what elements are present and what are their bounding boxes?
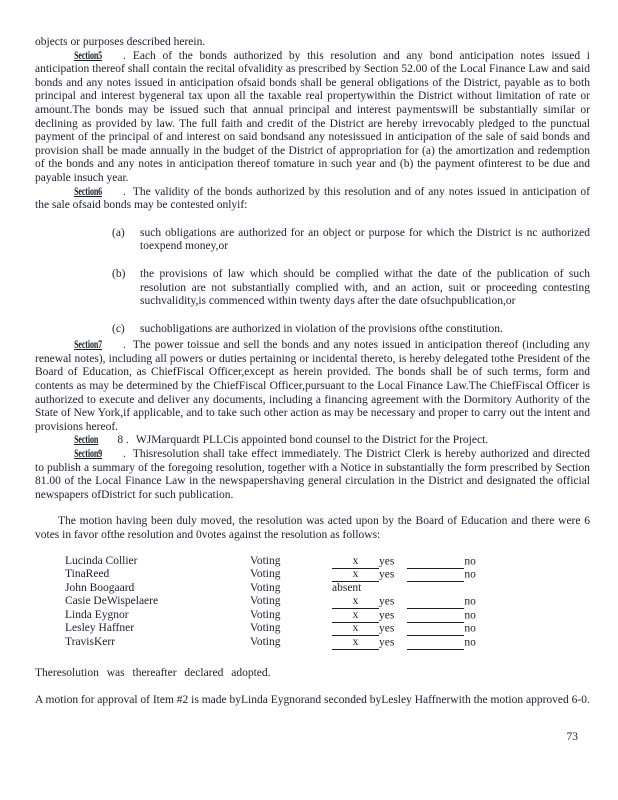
section-8-text: WJMarquardt PLLCis appointed bond counsel to the District for the Project. <box>135 434 489 447</box>
yes-blank-line <box>332 555 379 569</box>
voting-table <box>35 555 590 650</box>
no-blank-line <box>407 568 464 582</box>
voting-label: Voting <box>250 622 281 635</box>
section-9-label: Section9 <box>74 448 103 461</box>
vote-result <box>332 555 590 569</box>
section-6-text: The validity of the bonds authorized by this resolution and of any notes issued in anticipation of the sale ofsaid bonds may be contested onlyif: <box>35 185 590 212</box>
page-number: 73 <box>566 731 578 743</box>
no-label: no <box>464 595 476 608</box>
clause-b <box>112 268 590 309</box>
yes-label: yes <box>379 609 395 621</box>
yes-label: yes <box>379 595 395 608</box>
yes-blank-line <box>332 568 379 582</box>
voter-name: Casie DeWispelaere <box>65 595 159 608</box>
vote-x-mark: x <box>352 622 359 635</box>
clause-c <box>112 323 590 337</box>
voter-name: TinaReed <box>65 568 110 581</box>
vote-row <box>65 636 590 650</box>
yes-blank-line <box>332 636 379 650</box>
clause-a <box>112 227 590 254</box>
voter-name: Lesley Haffner <box>65 622 135 635</box>
voting-label: Voting <box>250 635 281 648</box>
yes-label: yes <box>379 636 395 648</box>
clause-a-label: (a) <box>112 226 125 239</box>
voting-label: Voting <box>250 581 281 594</box>
section-9-text: Thisresolution shall take effect immediately. The District Clerk is hereby authorized and directed to publish a summary of the foregoing resolution, together with a Notice in substantially the form prescribed by Section 81.00 of the Local Finance Law in the newspapershaving general circulation in the District and designated the official newspapers ofDistrict for such publication. <box>35 448 590 501</box>
clause-c-text: suchobligations are authorized in violation of the provisions ofthe constitution. <box>140 322 503 335</box>
section-6-label: Section6 <box>74 185 103 198</box>
clause-b-label: (b) <box>112 267 126 280</box>
voter-name: Lucinda Collier <box>65 554 138 567</box>
vote-result <box>332 609 590 623</box>
voting-label: Voting <box>250 568 281 581</box>
no-label: no <box>464 568 476 581</box>
vote-row <box>65 555 590 569</box>
section-6-separator: . <box>122 185 126 198</box>
closing-paragraph: A motion for approval of Item #2 is made byLinda Eygnorand seconded byLesley Haffnerwith the motion approved 6-0. <box>35 693 590 706</box>
clause-b-text: the provisions of law which should be complied withat the date of the publication of such resolution are not substantially complied with, and an action, suit or proceeding contesting suchvalidity,is commenced within twenty days after the date ofsuchpublication,or <box>140 267 590 308</box>
voter-name: TravisKerr <box>65 635 116 648</box>
yes-label: yes <box>379 622 395 635</box>
section-8-separator: 8 . <box>117 434 129 447</box>
adopted-line: Theresolution was thereafter declared adopted. <box>35 667 271 680</box>
no-blank-line <box>407 636 464 650</box>
vote-result <box>332 622 590 636</box>
section-8-paragraph <box>35 434 590 448</box>
vote-x-mark: x <box>352 568 359 581</box>
vote-row <box>65 622 590 636</box>
voting-label: Voting <box>250 595 281 608</box>
vote-row <box>65 595 590 609</box>
no-blank-line <box>407 622 464 636</box>
section-7-paragraph <box>35 339 590 434</box>
voter-name: Linda Eygnor <box>65 608 129 621</box>
no-label: no <box>464 555 476 567</box>
clause-c-label: (c) <box>112 322 125 335</box>
section-8-label: Section <box>74 434 99 447</box>
yes-label: yes <box>379 555 395 567</box>
motion-paragraph: The motion having been duly moved, the resolution was acted upon by the Board of Education and there were 6 votes in favor ofthe resolution and 0votes against the resolution as follows: <box>35 515 590 541</box>
section-5-paragraph <box>35 50 590 186</box>
vote-result <box>332 568 590 582</box>
section-5-text: Each of the bonds authorized by this resolution and any bond anticipation notes issued i anticipation thereof shall contain the recital ofvalidity as prescribed by Section 52.00 of the Local Finance Law and said bonds and any notes issued in anticipation ofsaid bonds shall be general obligations of the District, payable as to both principal and interest bygeneral tax upon all the taxable real propertywithin the District without limitation of rate or amount.The bonds may be issued such that annual principal and interest paymentswill be substantially similar or declining as provided by law. The full faith and credit of the District are hereby irrevocably pledged to the punctual payment of the principal of and interest on said bondsand any notesissued in anticipation of the sale of said bonds and provision shall be made annually in the budget of the District of appropriation for (a) the amortization and redemption of the bonds and any notes in anticipation thereof tomature in such year and (b) the payment ofinterest to be due and payable insuch year. <box>35 49 590 184</box>
no-blank-line <box>407 609 464 623</box>
vote-result <box>332 595 590 609</box>
section-7-label: Section7 <box>74 339 103 352</box>
voting-label: Voting <box>250 554 281 567</box>
section-9-paragraph <box>35 448 590 502</box>
yes-blank-line <box>332 595 379 609</box>
vote-row <box>65 609 590 623</box>
vote-result <box>332 636 590 650</box>
vote-result-absent: absent <box>332 581 362 594</box>
section-6-paragraph <box>35 186 590 213</box>
no-blank-line <box>407 595 464 609</box>
section-7-separator: . <box>122 339 126 352</box>
vote-x-mark: x <box>352 635 359 648</box>
section-7-text: The power toissue and sell the bonds and any notes issued in anticipation thereof (including any renewal notes), including all powers or duties pertaining or incidental thereto, is hereby delegated tothe President of the Board of Education, as ChiefFiscal Officer,except as herein provided. The bonds shall be of such terms, form and contents as may be determined by the ChiefFiscal Officer,pursuant to the Local Finance Law.The ChiefFiscal Officer is authorized to execute and deliver any documents, including a financing agreement with the Dormitory Authority of the State of New York,if applicable, and to take such other action as may be necessary and proper to carry out the intent and provisions hereof. <box>35 339 590 433</box>
section-9-separator: . <box>122 448 126 461</box>
vote-x-mark: x <box>352 608 359 621</box>
vote-x-mark: x <box>352 554 359 567</box>
yes-blank-line <box>332 622 379 636</box>
no-label: no <box>464 636 476 648</box>
clause-a-text: such obligations are authorized for an object or purpose for which the District is nc authorized toexpend money,or <box>140 226 590 253</box>
voter-name: John Boogaard <box>65 581 135 594</box>
paragraph-opening: objects or purposes described herein. <box>35 36 206 48</box>
no-label: no <box>464 622 476 635</box>
section-5-separator: . <box>122 49 126 62</box>
section-5-label: Section5 <box>74 49 103 62</box>
no-label: no <box>464 609 476 621</box>
vote-row <box>65 568 590 582</box>
yes-label: yes <box>379 568 395 581</box>
vote-row <box>65 582 590 596</box>
no-blank-line <box>407 555 464 569</box>
voting-label: Voting <box>250 608 281 621</box>
yes-blank-line <box>332 609 379 623</box>
vote-x-mark: x <box>352 595 359 608</box>
